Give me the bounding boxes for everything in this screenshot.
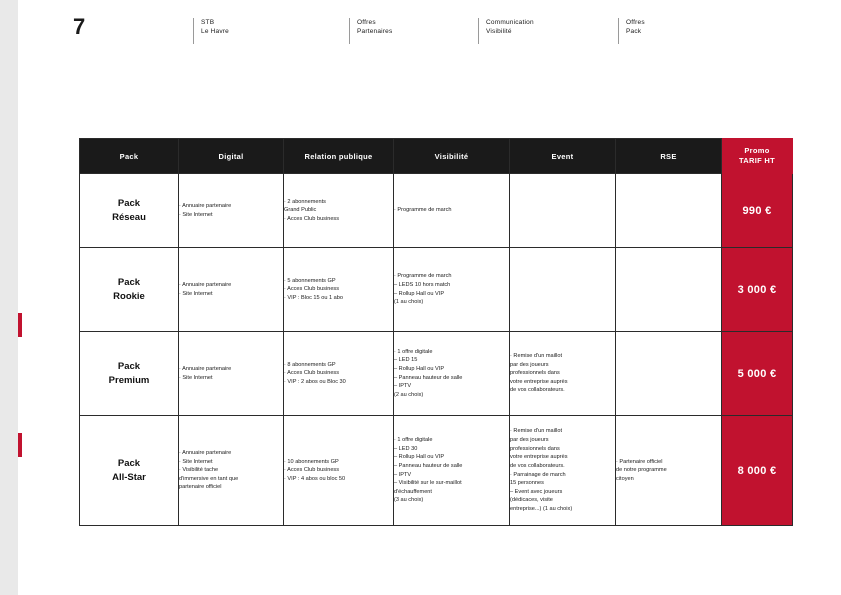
list-item: – LEDS 10 hors match [394, 281, 451, 288]
list-item: · VIP : 4 abos ou bloc 50 [284, 475, 346, 482]
list-item: d'échauffement [394, 488, 432, 495]
list-item: · Programme de march [394, 207, 452, 214]
list-item: professionnels dans [510, 445, 560, 452]
list-item: par des joueurs [510, 436, 549, 443]
cell-event [510, 416, 616, 526]
cell-digital [179, 332, 284, 416]
cell-visibilite [394, 248, 510, 332]
cell-relation-publique [284, 174, 394, 248]
pack-name-cell [80, 248, 179, 332]
pack-name-line1: Pack [117, 197, 141, 209]
pack-name-line1: Pack [117, 276, 141, 288]
column-header-pack: Pack [80, 139, 179, 174]
list-item: · Remise d'un maillot [510, 352, 563, 359]
list-item: entreprise...) (1 au choix) [510, 506, 573, 513]
list-item: d'immersive en tant que [179, 475, 239, 482]
column-header-digital: Digital [179, 139, 284, 174]
table-header-row [80, 139, 793, 174]
list-item: · Remise d'un maillot [510, 428, 563, 435]
promo-label-line2: TARIF HT [738, 156, 775, 165]
column-header-relation-publique: Relation publique [284, 139, 394, 174]
pack-name-line2: Rookie [113, 290, 145, 302]
list-item: · Annuaire partenaire [179, 281, 232, 288]
pack-name-cell [80, 416, 179, 526]
cell-relation-publique [284, 248, 394, 332]
cell-relation-publique [284, 416, 394, 526]
table-body [80, 174, 793, 526]
cell-price: 3 000 € [722, 248, 793, 332]
cell-event [510, 332, 616, 416]
cell-rse [616, 332, 722, 416]
header-item-communication [478, 18, 534, 44]
list-item: · 1 offre digitale [394, 436, 433, 443]
pack-name-cell [80, 332, 179, 416]
list-item: – Panneau hauteur de salle [394, 374, 463, 381]
list-item: partenaire officiel [179, 484, 222, 491]
cell-relation-publique [284, 332, 394, 416]
list-item: · Acces Club business [284, 286, 340, 293]
list-item: par des joueurs [510, 361, 549, 368]
list-item: citoyen [616, 475, 634, 482]
column-header-visibilite: Visibilité [394, 139, 510, 174]
list-item: · 5 abonnements GP [284, 277, 336, 284]
list-item: – Panneau hauteur de salle [394, 462, 463, 469]
list-item: de vos collaborateurs. [510, 387, 565, 394]
list-item: · Annuaire partenaire [179, 449, 232, 456]
cell-event [510, 174, 616, 248]
list-item: · Annuaire partenaire [179, 365, 232, 372]
list-item: – Rollup Hall ou VIP [394, 290, 445, 297]
table-row [80, 332, 793, 416]
list-item: 15 personnes [510, 480, 544, 487]
list-item: · Acces Club business [284, 215, 340, 222]
pack-name-line2: Premium [108, 374, 150, 386]
header-item-line2: Partenaires [357, 28, 393, 36]
list-item: – Rollup Hall ou VIP [394, 454, 445, 461]
cell-price: 8 000 € [722, 416, 793, 526]
list-item: – LED 30 [394, 445, 418, 452]
table-row [80, 416, 793, 526]
pack-name-line1: Pack [117, 360, 141, 372]
list-item: · Site Internet [179, 211, 213, 218]
cell-price: 990 € [722, 174, 793, 248]
list-item: – Visibilité sur le sur-maillot [394, 480, 462, 487]
cell-price: 5 000 € [722, 332, 793, 416]
header-item-line1: Communication [486, 19, 534, 26]
promo-label-line1: Promo [744, 145, 770, 155]
pack-name-line1: Pack [117, 457, 141, 469]
list-item: votre entreprise auprès [510, 454, 568, 461]
list-item: – IPTV [394, 383, 412, 390]
list-item: · Partenaire officiel [616, 458, 663, 465]
list-item: – Event avec joueurs [510, 488, 563, 495]
edge-accent-mark-1 [18, 313, 22, 337]
cell-visibilite [394, 416, 510, 526]
list-item: · Parrainage de march [510, 471, 566, 478]
list-item: · 10 abonnements GP [284, 458, 339, 465]
list-item: · Acces Club business [284, 370, 340, 377]
header-item-line2: Le Havre [201, 28, 229, 36]
list-item: – Rollup Hall ou VIP [394, 365, 445, 372]
header-item-line1: Offres [626, 19, 645, 26]
list-item: (dédicaces, visite [510, 497, 553, 504]
list-item: · Visibilité tache [179, 467, 219, 474]
column-header-event: Event [510, 139, 616, 174]
page-number: 7 [73, 14, 85, 39]
list-item: professionnels dans [510, 370, 560, 377]
cell-digital [179, 174, 284, 248]
list-item: – LED 15 [394, 357, 418, 364]
list-item: · 2 abonnements [284, 198, 326, 205]
content-sheet [18, 0, 841, 595]
pack-offers-table [79, 138, 793, 526]
cell-event [510, 248, 616, 332]
pack-name-line2: All-Star [112, 471, 146, 483]
list-item: · Site Internet [179, 374, 213, 381]
cell-digital [179, 416, 284, 526]
header-item-line2: Visibilité [486, 28, 512, 36]
list-item: (2 au choix) [394, 391, 424, 398]
cell-digital [179, 248, 284, 332]
list-item: · Site Internet [179, 458, 213, 465]
cell-rse [616, 174, 722, 248]
pack-name-line2: Réseau [112, 211, 146, 223]
table-row [80, 174, 793, 248]
header-item-line2: Pack [626, 28, 642, 36]
list-item: de vos collaborateurs. [510, 462, 565, 469]
cell-rse [616, 248, 722, 332]
list-item: · 1 offre digitale [394, 348, 433, 355]
header-item-offres-pack [618, 18, 645, 44]
list-item: · 8 abonnements GP [284, 361, 336, 368]
header-breadcrumbs [193, 18, 813, 50]
list-item: (3 au choix) [394, 497, 424, 504]
header-item-line1: Offres [357, 19, 376, 26]
table-row [80, 248, 793, 332]
header-item-offres-partenaires [349, 18, 392, 44]
pack-name-cell [80, 174, 179, 248]
header-item-club [193, 18, 229, 44]
cell-visibilite [394, 332, 510, 416]
list-item: · Site Internet [179, 290, 213, 297]
column-header-rse: RSE [616, 139, 722, 174]
cell-rse [616, 416, 722, 526]
list-item: de notre programme [616, 467, 667, 474]
cell-visibilite [394, 174, 510, 248]
list-item: Grand Public [284, 207, 317, 214]
column-header-promo-tarif [722, 139, 793, 174]
list-item: · Acces Club business [284, 467, 340, 474]
list-item: votre entreprise auprès [510, 378, 568, 385]
list-item: · Programme de march [394, 273, 452, 280]
list-item: – IPTV [394, 471, 412, 478]
list-item: (1 au choix) [394, 299, 424, 306]
list-item: · VIP : Bloc 15 ou 1 abo [284, 294, 343, 301]
edge-accent-mark-2 [18, 433, 22, 457]
list-item: · VIP : 2 abos ou Bloc 30 [284, 378, 346, 385]
header-item-line1: STB [201, 19, 215, 26]
list-item: · Annuaire partenaire [179, 202, 232, 209]
